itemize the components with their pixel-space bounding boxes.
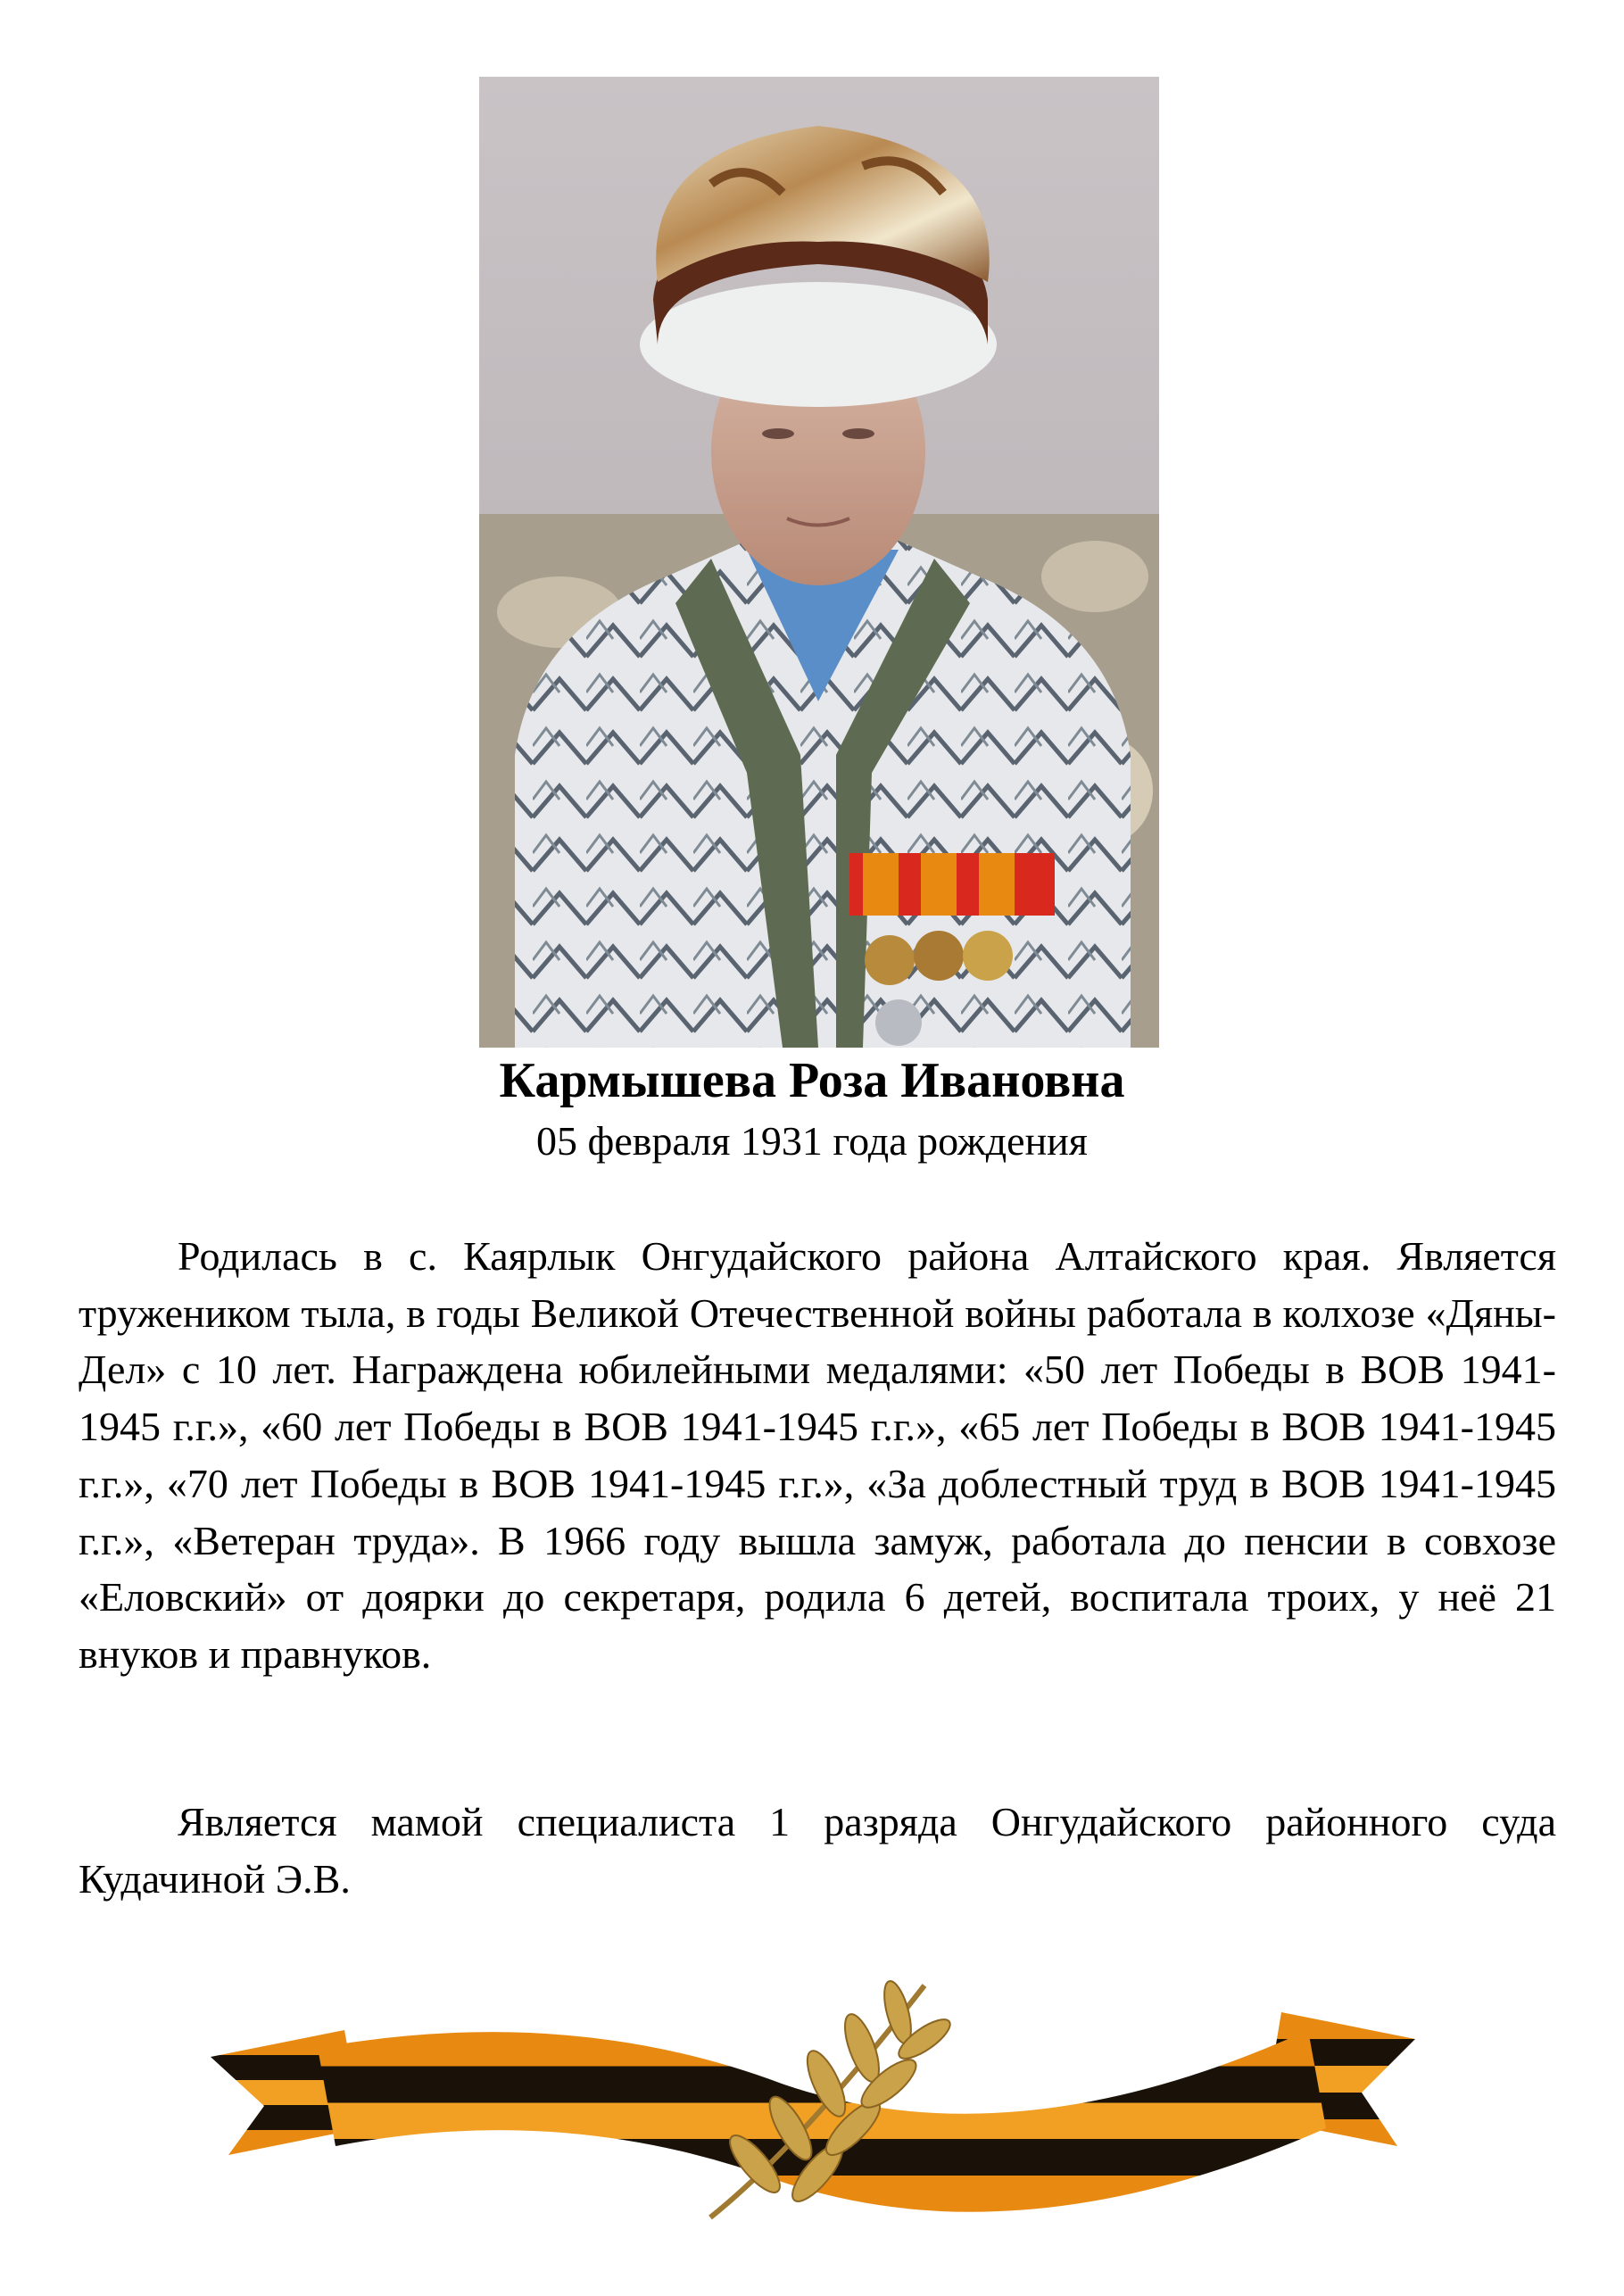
relation-paragraph: Является мамой специалиста 1 разряда Онгудайского районного суда Кудачиной Э.В. xyxy=(79,1799,1556,1902)
portrait-photo xyxy=(479,77,1159,1048)
biography-paragraph: Родилась в с. Каярлык Онгудайского района Алтайского края. Является тружеником тыла, в годы Великой Отечественной войны работала в колхозе «Дяны-Дел» с 10 лет. Награждена юбилейными медалями: «50 лет Победы в ВОВ 1941-1945 г.г.», «60 лет Победы в ВОВ 1941-1945 г.г.», «65 лет Победы в ВОВ 1941-1945 г.г.», «70 лет Победы в ВОВ 1941-1945 г.г.», «За доблестный труд в ВОВ 1941-1945 г.г.», «Ветеран труда». В 1966 году вышла замуж, работала до пенсии в совхозе «Еловский» от доярки до секретаря, родила 6 детей, воспитала троих, у неё 21 внуков и правнуков. xyxy=(79,1233,1556,1677)
ribbon-laurel-icon xyxy=(211,1950,1415,2271)
portrait-illustration xyxy=(479,77,1159,1048)
birth-date: 05 февраля 1931 года рождения xyxy=(536,1118,1088,1164)
st-george-ribbon xyxy=(211,1950,1415,2271)
person-name: Кармышева Роза Ивановна xyxy=(499,1053,1125,1108)
